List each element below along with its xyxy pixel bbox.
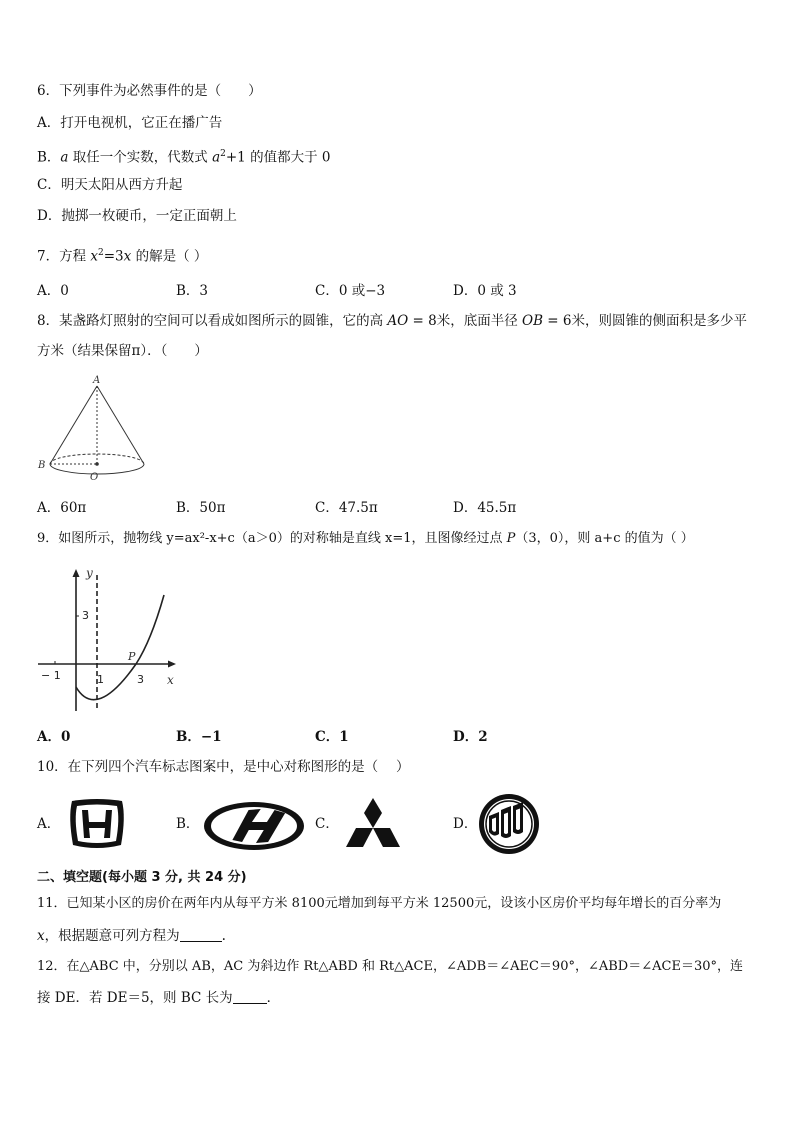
section-2-heading: 二、填空题(每小题 3 分, 共 24 分) xyxy=(37,870,247,885)
q10-option-d: D． xyxy=(453,816,478,832)
buick-logo-icon xyxy=(477,792,541,856)
q9-stem: 9．如图所示，抛物线 y=ax²-x+c（a＞0）的对称轴是直线 x=1，且图像经过点 P（3，0），则 a+c 的值为（ ） xyxy=(37,531,694,546)
q8-option-c: C．47.5π xyxy=(315,500,378,516)
hyundai-logo-icon xyxy=(202,800,306,852)
q7-option-a: A．0 xyxy=(37,283,69,299)
honda-logo-icon xyxy=(66,797,128,851)
q10-option-a: A． xyxy=(37,816,61,832)
cone-right-slant xyxy=(97,386,144,464)
parabola-curve xyxy=(76,595,164,700)
q12-line2: 接 DE．若 DE＝5，则 BC 长为 ． xyxy=(37,990,281,1006)
q9-option-c: C．1 xyxy=(315,729,349,745)
x-axis-arrow-icon xyxy=(168,661,176,668)
x-tick-label-3: 3 xyxy=(137,673,144,686)
x-tick-label-1: 1 xyxy=(97,673,104,686)
q11-answer-blank xyxy=(180,927,222,942)
cone-label-o: O xyxy=(90,472,99,483)
point-p-label: P xyxy=(128,650,136,663)
x-tick-label-neg1: − 1 xyxy=(41,669,61,682)
q9-option-a: A．0 xyxy=(37,729,71,745)
y-axis-label: y xyxy=(86,566,93,580)
q9-option-d: D．2 xyxy=(453,729,488,745)
q8-stem-line1: 8．某盏路灯照射的空间可以看成如图所示的圆锥，它的高 AO = 8米，底面半径 OB = 6米，则圆锥的侧面积是多少平 xyxy=(37,313,747,329)
q8-stem-line2: 方米（结果保留π）．（ ） xyxy=(37,343,208,359)
q7-option-b: B．3 xyxy=(176,283,209,299)
cone-label-b: B xyxy=(38,460,46,471)
mitsubishi-logo-icon xyxy=(340,796,406,852)
y-tick-label-3: 3 xyxy=(82,609,89,622)
q11-line1: 11．已知某小区的房价在两年内从每平方米 8100元增加到每平方米 12500元，设该小区房价平均每年增长的百分率为 xyxy=(37,896,722,911)
cone-figure xyxy=(30,370,160,485)
q6-option-d: D．抛掷一枚硬币，一定正面朝上 xyxy=(37,208,237,224)
parabola-graph xyxy=(36,563,181,713)
q6-option-b: B．a 取任一个实数，代数式 $a^2+1$ 的值都大于 0 xyxy=(37,149,331,166)
q6-option-c: C．明天太阳从西方升起 xyxy=(37,177,183,193)
q8-option-a: A．60π xyxy=(37,500,87,516)
q8-option-d: D．45.5π xyxy=(453,500,517,516)
cone-center-point xyxy=(95,462,99,466)
cone-left-slant xyxy=(50,386,97,464)
q6-stem: 6．下列事件为必然事件的是（ ） xyxy=(37,83,262,99)
q10-stem: 10．在下列四个汽车标志图案中，是中心对称图形的是（ ） xyxy=(37,759,410,775)
q12-line1: 12．在△ABC 中，分别以 AB，AC 为斜边作 Rt△ABD 和 Rt△ACE，∠ADB＝∠AEC＝90°，∠ABD＝∠ACE＝30°，连 xyxy=(37,959,743,974)
q7-option-d: D．0 或 3 xyxy=(453,283,517,299)
q9-option-b: B．−1 xyxy=(176,729,222,745)
q8-option-b: B．50π xyxy=(176,500,226,516)
x-axis-label: x xyxy=(167,673,174,687)
q6-option-a: A．打开电视机，它正在播广告 xyxy=(37,115,223,131)
q7-option-c: C．0 或−3 xyxy=(315,283,386,299)
q11-line2: x，根据题意可列方程为 . xyxy=(37,928,226,944)
q12-answer-blank xyxy=(233,989,267,1004)
q10-option-c: C． xyxy=(315,816,339,832)
q7-stem: 7．方程 $x^2=3x$ 的解是（ ） xyxy=(37,248,208,265)
cone-label-a: A xyxy=(93,375,101,386)
q10-option-b: B． xyxy=(176,816,200,832)
y-axis-arrow-icon xyxy=(73,569,80,577)
